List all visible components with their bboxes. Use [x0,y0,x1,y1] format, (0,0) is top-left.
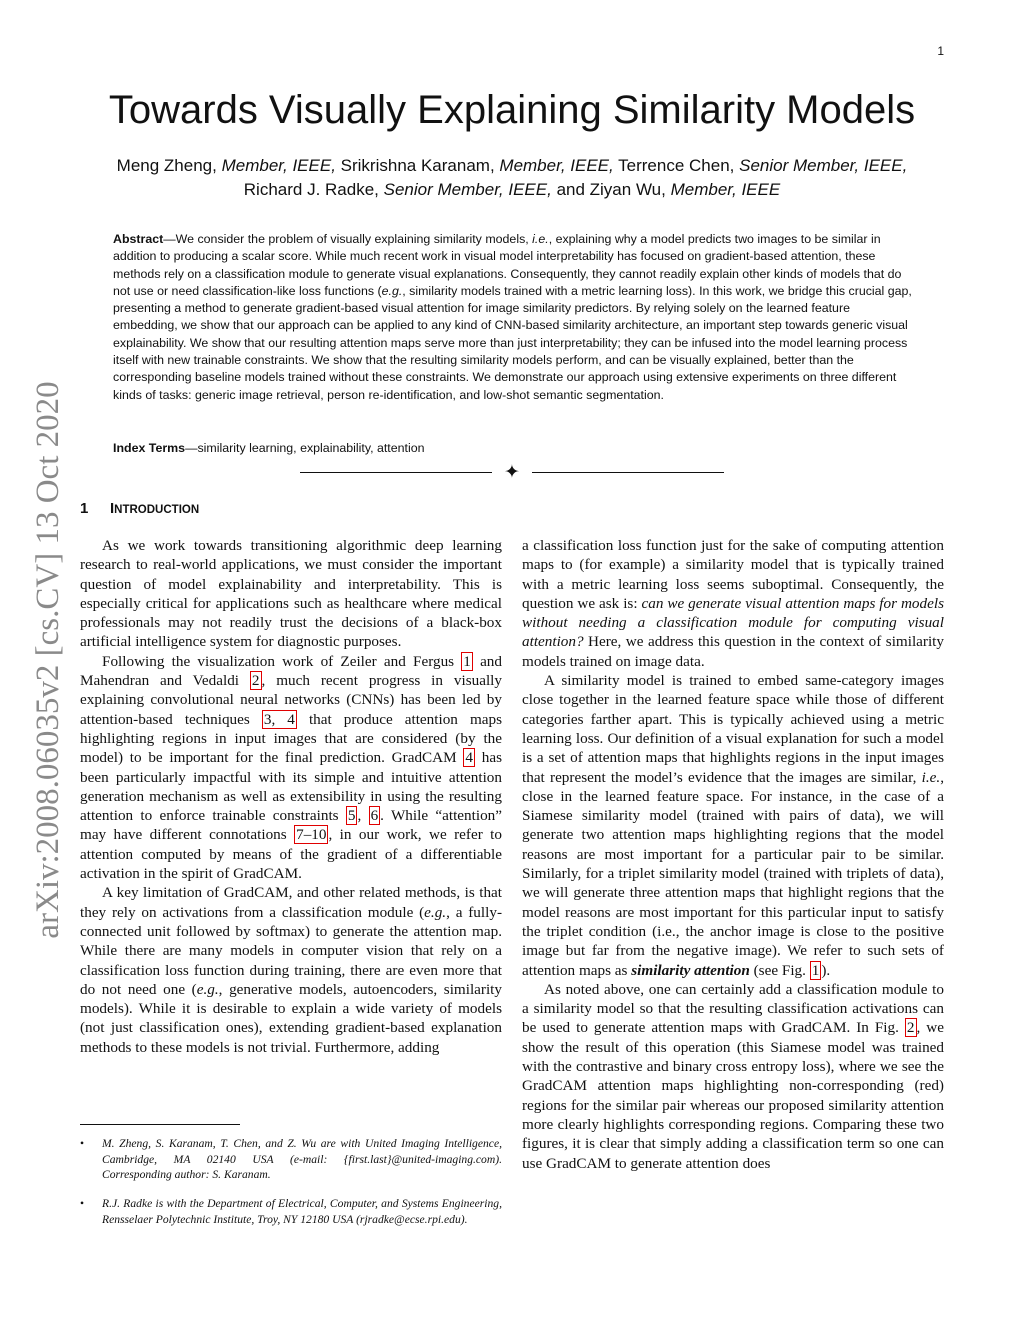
paragraph-text: A key limitation of GradCAM, and other related methods, is that they rely on activations from a classification module ( [80,884,502,921]
paragraph-text: , we show the result of this operation (this Siamese model was trained with the contrastive and binary cross entropy loss), where we see the GradCAM attention maps highlighting non-corresponding (red) regions for the similar pair whereas our proposed similarity attention more clearly highlights corresponding regions. Comparing these two figures, it is clear that simply adding a classification term so one can use GradCAM to generate attention does [522,1019,944,1172]
right-column [522,536,944,1173]
citation-link[interactable]: 5 [347,807,356,825]
paragraph-text: , close in the learned feature space. For instance, in the case of a Siamese similarity model (trained with pairs of data), we will generate two attention maps highlighting regions that the model reasons are most important for a particular pair to be similar. Similarly, for a triplet similarity model (trained with triplets of data), we will generate three attention maps that highlight regions that the model reasons are most important for this particular input to satisfy the triplet condition (i.e., the anchor image is close to the positive image but far from the negative image). We refer to such sets of attention maps as [522,768,944,979]
paragraph [522,536,944,671]
figure-link[interactable]: 1 [811,961,820,979]
section-title-initial: I [110,500,115,517]
paragraph-text: , a fully-connected unit followed by softmax) to generate the attention map. While there are many models in computer vision that rely on a classification loss function during training, there are even more that do not need one ( [80,903,502,998]
author-name: Terrence Chen, [618,156,735,175]
citation-link[interactable]: 2 [251,672,260,690]
abstract-text: e.g. [381,283,403,298]
abstract-text: , similarity models trained with a metric learning loss). In this work, we bridge this crucial gap, presenting a method to generate gradient-based visual attention for image similarity predictors. By relying solely on the learned feature embedding, we show that our approach can be applied to any kind of CNN-based similarity architecture, an important step towards generic visual explainability. We show that our resulting attention maps serve more than just interpretability; they can be infused into the model learning process itself with new trainable constraints. We show that the resulting similarity models perform, and can be visually explained, better than the corresponding baseline models trained without these constraints. We demonstrate our approach using extensive experiments on three different kinds of tasks: generic image retrieval, person re-identification, and low-shot semantic segmentation. [113,283,912,402]
index-terms-text: —similarity learning, explainability, attention [185,441,425,455]
citation-link[interactable]: 7–10 [296,826,327,844]
paragraph: As we work towards transitioning algorithmic deep learning research to real-world applications, we must consider the important question of model explainability and interpretability. This is especially critical for applications such as healthcare where medical professionals may not readily trust the decisions of a black-box artificial intelligence system for diagnostic purposes. [80,537,502,651]
paragraph-text: ). [821,961,831,979]
author-role: Member, IEEE [670,180,781,199]
footnote-rule [80,1124,240,1125]
paragraph-text: , much recent progress in visually explaining convolutional neural networks (CNNs) has been led by attention-based techniques [80,672,502,728]
author-role: Member, IEEE, [221,156,336,175]
arxiv-identifier[interactable]: arXiv:2008.06035v2 [cs.CV] 13 Oct 2020 [30,381,66,939]
divider-star-icon: ✦ [504,462,520,483]
paragraph-text: , in our work, we refer to attention computed by means of the gradient of a differentiable activation in the spirit of GradCAM. [80,826,502,883]
paragraph [80,883,502,1057]
abstract-text: —We consider the problem of visually explaining similarity models, [163,232,533,246]
author-role: Member, IEEE, [499,156,614,175]
paragraph-text: , [357,807,369,825]
citation-link[interactable]: 3, 4 [263,710,295,728]
section-title-rest: NTRODUCTION [114,504,200,516]
paragraph-text: e.g. [424,903,447,921]
footnote-text: M. Zheng, S. Karanam, T. Chen, and Z. Wu are with United Imaging Intelligence, Cambridge, MA 02140 USA (e-mail: {first.last}@united-imaging.com). Corresponding author: S. Karanam. [102,1137,502,1181]
abstract-label: Abstract [113,232,164,246]
author-role: Senior Member, IEEE, [383,180,552,199]
author-name: Richard J. Radke, [243,180,379,199]
section-divider [300,462,724,484]
paragraph-text: , generative models, autoencoders, similarity models). While it is desirable to explain a wide variety of models (not just classification ones), extending gradient-based explanation methods to these models is not trivial. Furthermore, adding [80,980,502,1056]
paragraph-text: (see Fig. [749,961,810,979]
paragraph-text: a classification loss function just for the sake of computing attention maps to (for example) a similarity model that is typically trained with a metric learning loss seems suboptimal. Consequently, the question we ask is: [522,537,944,612]
paragraph-text: Here, we address this question in the context of similarity models trained on image data. [522,633,944,670]
footnote [80,1136,502,1183]
index-terms-label: Index Terms [113,441,186,455]
paragraph-text: has been particularly impactful with its simple and intuitive attention generation mechanism as well as extensibility in using the resulting attention to enforce trainable constraints [80,749,502,825]
citation-link[interactable]: 1 [463,652,471,670]
paragraph [80,652,502,884]
footnote [80,1196,502,1227]
left-column [80,536,502,1057]
author-role: Senior Member, IEEE, [739,156,908,175]
section-number: 1 [80,500,89,517]
research-question: can we generate visual attention maps for models without needing a classification module for computing visual attention? [522,594,944,651]
paragraph-text: Following the visualization work of Zeiler and Fergus [102,652,462,670]
abstract-text: i.e. [532,232,549,246]
section-heading-introduction [80,499,480,520]
figure-link[interactable]: 2 [906,1019,915,1037]
paragraph-text: As noted above, one can certainly add a classification module to a similarity model so that the resulting classification activations can be used to generate attention maps with GradCAM. In Fig. [522,980,944,1037]
paragraph-text: that produce attention maps highlighting regions in input images that are considered (by the model) to be important for the final prediction. GradCAM [80,710,503,767]
author-list [80,154,944,202]
paper-title: Towards Visually Explaining Similarity Models [108,88,916,132]
divider-line [532,472,724,473]
paragraph [522,980,944,1173]
bullet-icon: • [80,1197,85,1210]
citation-link[interactable]: 6 [370,807,379,825]
paragraph-text: A similarity model is trained to embed same-category images close together in the learned feature space while those of different categories farther apart. This is typically achieved using a metric learning loss. Our definition of a visual explanation for such a model is a set of attention maps that highlights regions in the input images that represent the model’s evidence that the images are similar, [522,672,944,786]
paragraph [522,671,944,980]
author-name: Srikrishna Karanam, [340,156,495,175]
paragraph-text: i.e. [921,768,941,786]
index-terms [113,440,913,457]
citation-link[interactable]: 4 [465,749,473,767]
key-term: similarity attention [631,961,750,979]
bullet-icon: • [80,1137,85,1150]
footnote-text: R.J. Radke is with the Department of Electrical, Computer, and Systems Engineering, Rensselaer Polytechnic Institute, Troy, NY 12180 USA (rjradke@ecse.rpi.edu). [102,1197,502,1226]
paragraph-text: e.g. [196,980,219,998]
divider-line [300,472,492,473]
paragraph-text: . While “attention” may have different connotations [80,807,502,844]
author-name: and Ziyan Wu, [556,180,666,199]
page-number: 1 [937,44,944,58]
abstract [113,231,913,404]
abstract-text: , explaining why a model predicts two images to be similar in addition to producing a scalar score. While much recent work in visual model interpretability has focused on gradient-based attention, these methods rely on a classification module to generate visual explanations. Consequently, they cannot readily explain other kinds of models that do not use or need classification-like loss functions ( [113,232,902,298]
author-name: Meng Zheng, [116,156,217,175]
paragraph-text: and Mahendran and Vedaldi [80,652,502,690]
